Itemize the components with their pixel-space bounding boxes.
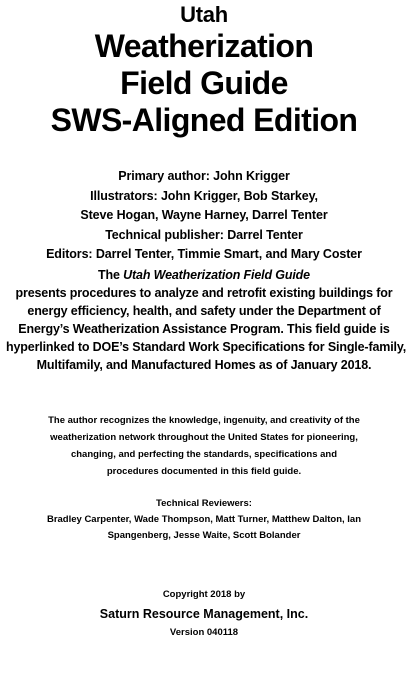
intro-first-line <box>6 266 402 284</box>
credit-illustrators-cont: Steve Hogan, Wayne Harney, Darrel Tenter <box>80 208 328 222</box>
credit-illustrators: Illustrators: John Krigger, Bob Starkey, <box>90 188 318 203</box>
intro-line: hyperlinked to DOE’s Standard Work Specifications for Single-family, <box>6 339 407 354</box>
reviewers-heading: Technical Reviewers: <box>156 497 252 509</box>
title-edition: SWS-Aligned Edition <box>50 102 358 138</box>
credit-author: Primary author: John Krigger <box>118 169 290 183</box>
version-label: Version 040118 <box>169 626 239 638</box>
ack-line: procedures documented in this field guide. <box>106 465 302 477</box>
copyright-line: Copyright 2018 by <box>162 588 246 600</box>
intro-line: energy efficiency, health, and safety under the Department of <box>27 303 381 318</box>
credits-block <box>6 167 402 265</box>
reviewers-block <box>6 496 402 544</box>
title-block <box>6 0 402 139</box>
intro-line: Multifamily, and Manufactured Homes as of January 2018. <box>36 357 372 372</box>
intro-prefix: The <box>98 267 124 282</box>
title-sub: Field Guide <box>120 65 288 101</box>
copyright-company: Saturn Resource Management, Inc. <box>99 606 309 621</box>
credit-publisher: Technical publisher: Darrel Tenter <box>105 227 303 242</box>
intro-paragraph <box>6 266 407 374</box>
intro-guide-name: Utah Weatherization Field Guide <box>123 267 310 282</box>
credit-editors: Editors: Darrel Tenter, Timmie Smart, and Mary Coster <box>46 247 362 261</box>
intro-line: presents procedures to analyze and retrofit existing buildings for <box>15 285 393 300</box>
ack-line: The author recognizes the knowledge, ingenuity, and creativity of the <box>48 414 360 426</box>
title-state: Utah <box>180 2 228 27</box>
ack-line: changing, and perfecting the standards, specifications and <box>70 448 338 460</box>
intro-line: Energy’s Weatherization Assistance Program. This field guide is <box>18 321 390 336</box>
reviewers-line: Spangenberg, Jesse Waite, Scott Bolander <box>107 529 301 541</box>
reviewers-line: Bradley Carpenter, Wade Thompson, Matt Turner, Matthew Dalton, Ian <box>46 513 362 525</box>
acknowledgement-paragraph <box>6 412 402 480</box>
ack-line: weatherization network throughout the United States for pioneering, <box>50 431 358 443</box>
copyright-block <box>6 586 402 642</box>
title-main: Weatherization <box>94 28 314 64</box>
